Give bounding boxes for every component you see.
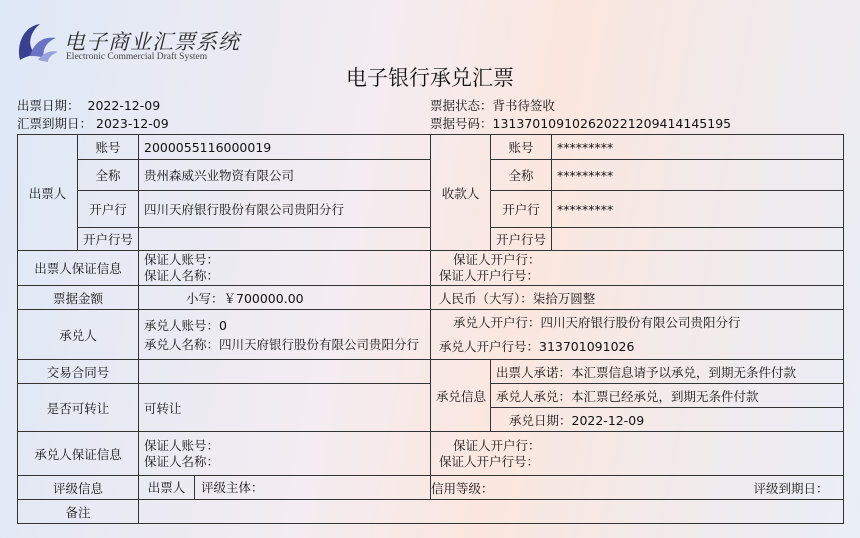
acceptor-guarantor-bank: 保证人开户行： bbox=[453, 437, 541, 453]
drawer-name-label: 全称 bbox=[78, 160, 139, 191]
drawer-bank-label: 开户行 bbox=[78, 191, 139, 228]
drawer-section-label: 出票人 bbox=[18, 135, 78, 251]
payee-bank-label: 开户行 bbox=[491, 191, 552, 228]
acceptor-guarantee-right bbox=[431, 432, 844, 476]
due-date-value: 2023-12-09 bbox=[96, 116, 169, 131]
rating-subject: 评级主体： bbox=[201, 480, 264, 495]
transferable-value: 可转让 bbox=[139, 384, 431, 432]
accept-date: 承兑日期：2022-12-09 bbox=[491, 408, 844, 432]
drawer-guarantor-name: 保证人名称： bbox=[144, 268, 220, 283]
logo-icon bbox=[14, 20, 60, 64]
bill-number-label: 票据号码： bbox=[430, 116, 493, 131]
rating-drawer: 出票人 bbox=[139, 476, 195, 499]
payee-name-value: ********* bbox=[552, 160, 844, 191]
rating-right bbox=[431, 476, 844, 500]
drawer-guarantee-left bbox=[139, 251, 431, 286]
acceptor-right bbox=[431, 310, 844, 360]
acceptor-guarantee-left bbox=[139, 432, 431, 476]
acceptor-bank-no: 承兑人开户行号：313701091026 bbox=[439, 338, 635, 354]
payee-account-label: 账号 bbox=[491, 135, 552, 160]
drawer-bank-value: 四川天府银行股份有限公司贵阳分行 bbox=[139, 191, 431, 228]
contract-label: 交易合同号 bbox=[18, 360, 139, 384]
issue-date-label: 出票日期： bbox=[17, 98, 80, 113]
drawer-bank-no-value bbox=[139, 228, 431, 251]
drawer-account-label: 账号 bbox=[78, 135, 139, 160]
contract-value bbox=[139, 360, 431, 384]
drawer-bank-no-label: 开户行号 bbox=[78, 228, 139, 251]
acceptor-left bbox=[139, 310, 431, 360]
amount-label: 票据金额 bbox=[18, 286, 139, 310]
rating-expiry: 评级到期日： bbox=[753, 480, 829, 496]
amount-small: 小写：￥700000.00 bbox=[139, 286, 431, 310]
acceptor-label: 承兑人 bbox=[18, 310, 139, 360]
due-date-line bbox=[17, 114, 169, 132]
payee-bank-no-label: 开户行号 bbox=[491, 228, 552, 251]
drawer-name-value: 贵州森威兴业物资有限公司 bbox=[139, 160, 431, 191]
acceptor-account: 承兑人账号：0 bbox=[144, 317, 227, 333]
drawer-account-value: 2000055116000019 bbox=[139, 135, 431, 160]
drawer-guarantee-label: 出票人保证信息 bbox=[18, 251, 139, 286]
acceptor-guarantor-account: 保证人账号： bbox=[144, 437, 220, 453]
acceptor-promise: 承兑人承兑：本汇票已经承兑，到期无条件付款 bbox=[491, 384, 844, 408]
bill-number-value: 131370109102620221209414145195 bbox=[492, 116, 732, 131]
drawer-guarantee-right bbox=[431, 251, 844, 286]
bill-number-line bbox=[430, 114, 731, 132]
remark-value bbox=[139, 500, 844, 524]
rating-left bbox=[139, 476, 431, 500]
remark-label: 备注 bbox=[18, 500, 139, 524]
payee-section-label: 收款人 bbox=[431, 135, 491, 251]
drawer-guarantor-bank-no: 保证人开户行号： bbox=[439, 268, 540, 283]
drawer-guarantor-bank: 保证人开户行： bbox=[453, 252, 541, 267]
transferable-label: 是否可转让 bbox=[18, 384, 139, 432]
acceptance-info-label: 承兑信息 bbox=[431, 360, 491, 432]
logo-subtitle: Electronic Commercial Draft System bbox=[66, 52, 208, 62]
rating-grade: 信用等级： bbox=[431, 480, 494, 496]
status-label: 票据状态： bbox=[430, 98, 493, 113]
rating-label: 评级信息 bbox=[18, 476, 139, 500]
page-title: 电子银行承兑汇票 bbox=[346, 66, 514, 90]
acceptor-bank: 承兑人开户行：四川天府银行股份有限公司贵阳分行 bbox=[453, 314, 741, 330]
system-logo bbox=[14, 20, 244, 64]
payee-name-label: 全称 bbox=[491, 160, 552, 191]
issue-date-value: 2022-12-09 bbox=[87, 98, 161, 113]
logo-brand-text: 电子商业汇票系统 bbox=[64, 30, 240, 54]
acceptor-name: 承兑人名称：四川天府银行股份有限公司贵阳分行 bbox=[144, 336, 420, 352]
amount-big: 人民币（大写）：柒拾万圆整 bbox=[431, 286, 844, 310]
payee-bank-value: ********* bbox=[552, 191, 844, 228]
payee-bank-no-value bbox=[552, 228, 844, 251]
due-date-label: 汇票到期日： bbox=[17, 116, 93, 131]
drawer-promise: 出票人承诺：本汇票信息请予以承兑，到期无条件付款 bbox=[491, 360, 844, 384]
issue-date-line bbox=[17, 96, 160, 114]
drawer-guarantor-account: 保证人账号： bbox=[144, 252, 220, 267]
bill-table bbox=[17, 134, 844, 524]
acceptor-guarantor-name: 保证人名称： bbox=[144, 453, 220, 469]
acceptor-guarantee-label: 承兑人保证信息 bbox=[18, 432, 139, 476]
acceptor-guarantor-bank-no: 保证人开户行号： bbox=[439, 453, 540, 469]
status-badge: 背书待签收 bbox=[492, 98, 556, 113]
payee-account-value: ********* bbox=[552, 135, 844, 160]
status-line bbox=[430, 96, 555, 114]
